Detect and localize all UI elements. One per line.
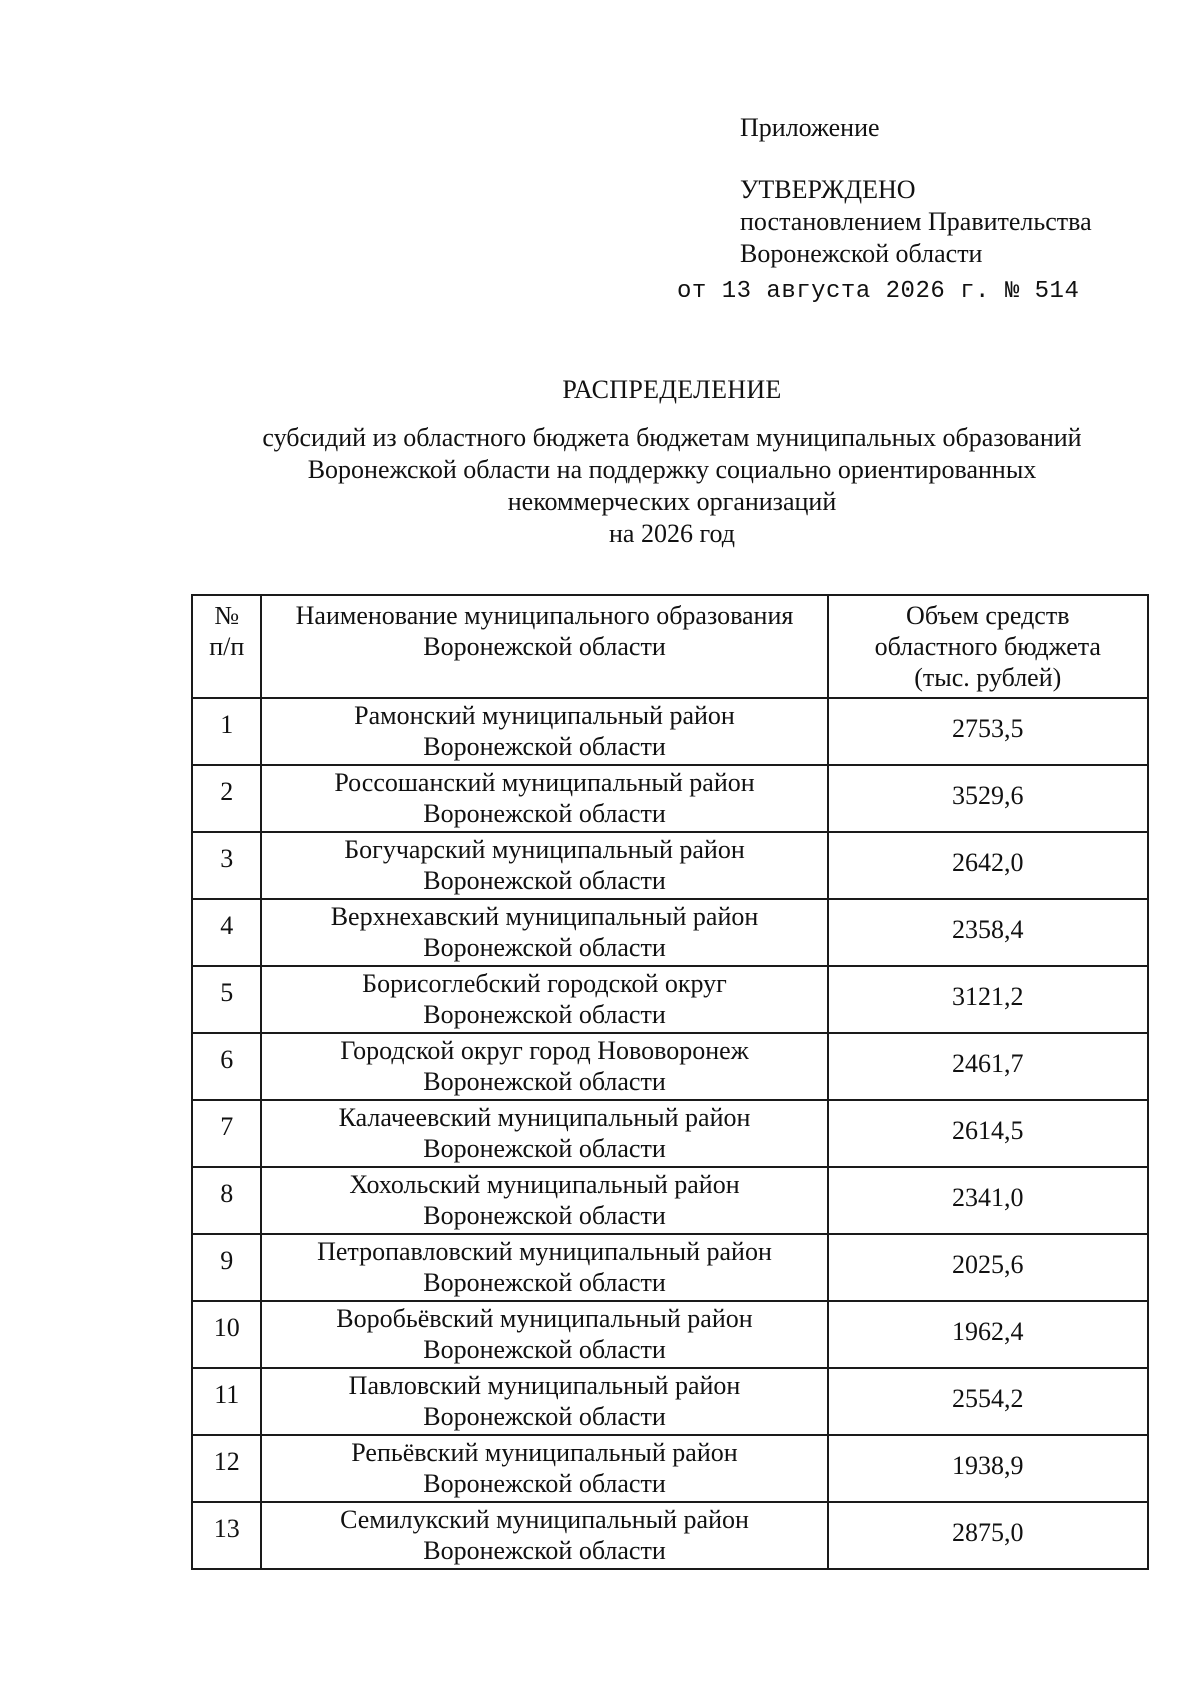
row-amount: 2358,4 bbox=[828, 899, 1148, 966]
municipality-region: Воронежской области bbox=[423, 1536, 666, 1565]
municipality-name: Россошанский муниципальный район bbox=[334, 768, 755, 797]
header-num-line: п/п bbox=[209, 632, 245, 661]
municipality-name: Рамонский муниципальный район bbox=[354, 701, 735, 730]
row-amount: 2642,0 bbox=[828, 832, 1148, 899]
municipality-name: Репьёвский муниципальный район bbox=[351, 1438, 738, 1467]
approval-block bbox=[677, 112, 1092, 305]
subtitle-line: Воронежской области на поддержку социально ориентированных bbox=[307, 455, 1037, 484]
row-municipality bbox=[261, 1100, 827, 1167]
row-municipality bbox=[261, 1234, 827, 1301]
row-number: 10 bbox=[192, 1301, 261, 1368]
row-municipality bbox=[261, 832, 827, 899]
approved-by-line: постановлением Правительства bbox=[740, 207, 1092, 236]
header-value-line: областного бюджета bbox=[874, 632, 1101, 661]
row-amount: 1938,9 bbox=[828, 1435, 1148, 1502]
subtitle-line: на 2026 год bbox=[609, 519, 735, 548]
table-row bbox=[192, 1234, 1148, 1301]
table-row bbox=[192, 1167, 1148, 1234]
table-row bbox=[192, 1033, 1148, 1100]
row-municipality bbox=[261, 1502, 827, 1569]
row-amount: 3121,2 bbox=[828, 966, 1148, 1033]
row-amount: 2341,0 bbox=[828, 1167, 1148, 1234]
row-municipality bbox=[261, 1435, 827, 1502]
municipality-region: Воронежской области bbox=[423, 1134, 666, 1163]
municipality-name: Хохольский муниципальный район bbox=[349, 1170, 740, 1199]
municipality-region: Воронежской области bbox=[423, 732, 666, 761]
row-municipality bbox=[261, 1368, 827, 1435]
row-amount: 2554,2 bbox=[828, 1368, 1148, 1435]
header-name-line: Воронежской области bbox=[423, 632, 666, 661]
row-municipality bbox=[261, 966, 827, 1033]
table-row bbox=[192, 899, 1148, 966]
row-number: 8 bbox=[192, 1167, 261, 1234]
row-number: 9 bbox=[192, 1234, 261, 1301]
table-row bbox=[192, 1100, 1148, 1167]
approved-region-line: Воронежской области bbox=[740, 239, 983, 268]
municipality-name: Калачеевский муниципальный район bbox=[338, 1103, 751, 1132]
row-amount: 1962,4 bbox=[828, 1301, 1148, 1368]
municipality-region: Воронежской области bbox=[423, 1402, 666, 1431]
row-amount: 2753,5 bbox=[828, 698, 1148, 765]
municipality-region: Воронежской области bbox=[423, 933, 666, 962]
row-number: 13 bbox=[192, 1502, 261, 1569]
row-amount: 2025,6 bbox=[828, 1234, 1148, 1301]
municipality-region: Воронежской области bbox=[423, 1335, 666, 1364]
municipality-region: Воронежской области bbox=[423, 799, 666, 828]
table-header-row bbox=[192, 595, 1148, 698]
municipality-name: Верхнехавский муниципальный район bbox=[330, 902, 759, 931]
table-row bbox=[192, 765, 1148, 832]
table-row bbox=[192, 832, 1148, 899]
municipality-region: Воронежской области bbox=[423, 1469, 666, 1498]
municipality-region: Воронежской области bbox=[423, 1268, 666, 1297]
row-amount: 2614,5 bbox=[828, 1100, 1148, 1167]
row-number: 1 bbox=[192, 698, 261, 765]
table-row bbox=[192, 698, 1148, 765]
resolution-date-number: от 13 августа 2026 г. № 514 bbox=[677, 278, 1080, 305]
appendix-label: Приложение bbox=[740, 113, 880, 142]
table-row bbox=[192, 1368, 1148, 1435]
table-row bbox=[192, 1435, 1148, 1502]
table-row bbox=[192, 1502, 1148, 1569]
municipality-name: Воробьёвский муниципальный район bbox=[336, 1304, 753, 1333]
row-municipality bbox=[261, 1033, 827, 1100]
table-row bbox=[192, 966, 1148, 1033]
row-number: 3 bbox=[192, 832, 261, 899]
row-municipality bbox=[261, 1301, 827, 1368]
municipality-name: Семилукский муниципальный район bbox=[340, 1505, 749, 1534]
header-value bbox=[828, 595, 1148, 698]
row-municipality bbox=[261, 698, 827, 765]
row-municipality bbox=[261, 765, 827, 832]
municipality-region: Воронежской области bbox=[423, 866, 666, 895]
header-value-line: Объем средств bbox=[906, 601, 1070, 630]
header-num bbox=[192, 595, 261, 698]
distribution-table bbox=[191, 594, 1149, 1570]
header-name-line: Наименование муниципального образования bbox=[295, 601, 794, 630]
municipality-name: Павловский муниципальный район bbox=[348, 1371, 741, 1400]
row-number: 7 bbox=[192, 1100, 261, 1167]
header-num-line: № bbox=[214, 601, 240, 630]
row-number: 12 bbox=[192, 1435, 261, 1502]
table-row bbox=[192, 1301, 1148, 1368]
row-number: 6 bbox=[192, 1033, 261, 1100]
document-subtitle bbox=[150, 422, 1194, 550]
row-municipality bbox=[261, 899, 827, 966]
row-number: 4 bbox=[192, 899, 261, 966]
approved-stamp-text: УТВЕРЖДЕНО bbox=[740, 175, 916, 204]
municipality-name: Городской округ город Нововоронеж bbox=[340, 1036, 749, 1065]
row-municipality bbox=[261, 1167, 827, 1234]
municipality-region: Воронежской области bbox=[423, 1000, 666, 1029]
municipality-region: Воронежской области bbox=[423, 1201, 666, 1230]
table-body bbox=[192, 698, 1148, 1569]
row-number: 5 bbox=[192, 966, 261, 1033]
row-amount: 2461,7 bbox=[828, 1033, 1148, 1100]
row-amount: 3529,6 bbox=[828, 765, 1148, 832]
header-value-line: (тыс. рублей) bbox=[914, 663, 1062, 692]
municipality-name: Петропавловский муниципальный район bbox=[317, 1237, 772, 1266]
municipality-region: Воронежской области bbox=[423, 1067, 666, 1096]
row-number: 11 bbox=[192, 1368, 261, 1435]
row-number: 2 bbox=[192, 765, 261, 832]
municipality-name: Борисоглебский городской округ bbox=[362, 969, 727, 998]
row-amount: 2875,0 bbox=[828, 1502, 1148, 1569]
header-name bbox=[261, 595, 827, 698]
municipality-name: Богучарский муниципальный район bbox=[344, 835, 745, 864]
subtitle-line: субсидий из областного бюджета бюджетам муниципальных образований bbox=[262, 423, 1082, 452]
subtitle-line: некоммерческих организаций bbox=[507, 487, 837, 516]
document-title: РАСПРЕДЕЛЕНИЕ bbox=[562, 375, 782, 404]
